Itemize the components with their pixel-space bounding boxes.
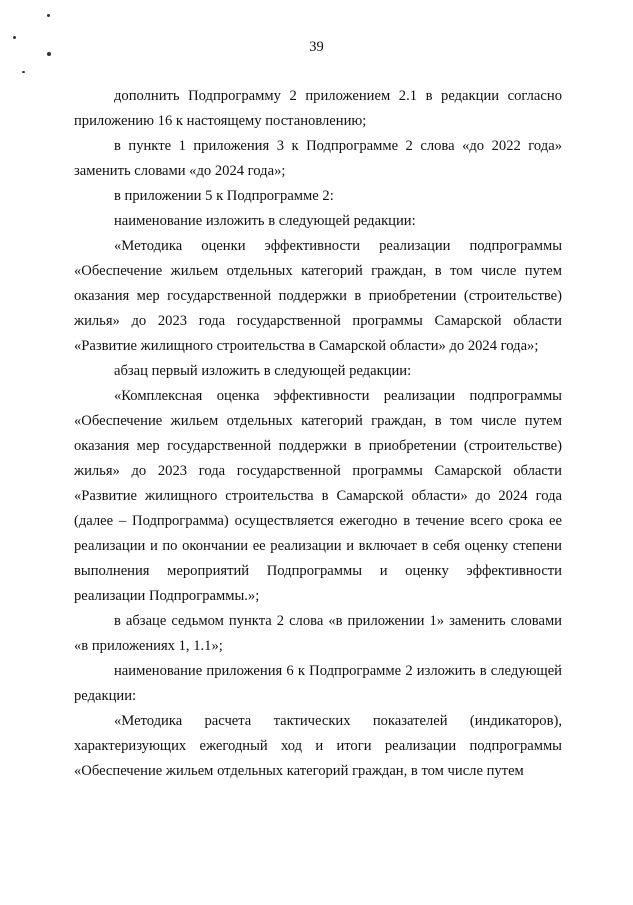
paragraph: в абзаце седьмом пункта 2 слова «в приложении 1» заменить словами «в приложениях 1, 1.1»;: [74, 613, 562, 654]
scan-mark: [22, 71, 25, 73]
paragraph: «Комплексная оценка эффективности реализации подпрограммы «Обеспечение жильем отдельных категорий граждан, в том числе путем оказания мер государственной поддержки в приобретении (строительстве) жилья» до 2023 года государственной программы Самарской области «Развитие жилищного строительства в Самарской области» до 2024 года (далее – Подпрограмма) осуществляется ежегодно в течение всего срока ее реализации и по окончании ее реализации и включает в себя оценку степени выполнения мероприятий Подпрограммы и оценку эффективности реализации Подпрограммы.»;: [74, 388, 562, 604]
paragraph: в приложении 5 к Подпрограмме 2:: [114, 188, 334, 204]
document-body: [74, 84, 562, 784]
paragraph: «Методика оценки эффективности реализации подпрограммы «Обеспечение жильем отдельных категорий граждан, в том числе путем оказания мер государственной поддержки в приобретении (строительстве) жилья» до 2023 года государственной программы Самарской области «Развитие жилищного строительства в Самарской области» до 2024 года»;: [74, 238, 562, 354]
paragraph: дополнить Подпрограмму 2 приложением 2.1 в редакции согласно приложению 16 к настоящему постановлению;: [74, 88, 562, 129]
paragraph: наименование приложения 6 к Подпрограмме 2 изложить в следующей редакции:: [74, 663, 562, 704]
page-number: 39: [309, 39, 324, 55]
paragraph: в пункте 1 приложения 3 к Подпрограмме 2 слова «до 2022 года» заменить словами «до 2024 года»;: [74, 138, 562, 179]
scan-mark: [47, 14, 50, 17]
paragraph: наименование изложить в следующей редакции:: [114, 213, 416, 229]
paragraph: абзац первый изложить в следующей редакции:: [114, 363, 412, 379]
paragraph: «Методика расчета тактических показателей (индикаторов), характеризующих ежегодный ход и итоги реализации подпрограммы «Обеспечение жильем отдельных категорий граждан, в том числе путем: [74, 713, 562, 779]
